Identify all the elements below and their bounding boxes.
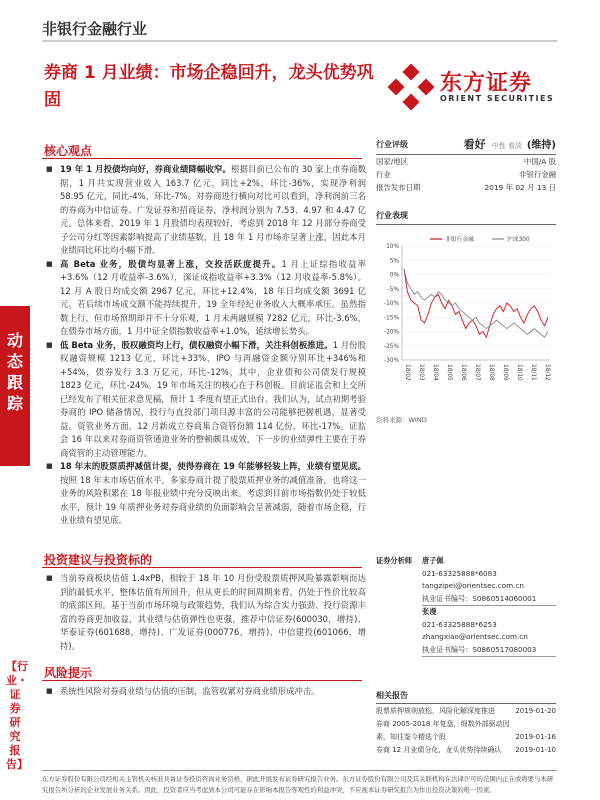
x-tick-label: 18/05 (446, 364, 452, 381)
bullet-text: 1 月份股权融资规模 1213 亿元，环比+33%，IPO 与再融资金额分别环比+346%和+54%，债券发行 3.3 万亿元，环比-12%，其中，企业债和公司债发行规模 1823 亿元，环比-24%。19 年市场关注的核心在于科创板。目前证监会和上交所已经发布了相关征求意见稿，预计 1 季度有望正式出台。我们认为，试点初期考验券商的 IPO 储备情况，投行与直投部门项目源丰富的公司能够把握机遇，显著受益。资管业务方面，12 月新成立券商集合资管份额 114 亿份，环比-17%。证监会 16 年以来对券商资管通道业务的整顿颇具成效，下一步的业绩弹性主要在于券商资管的主动管理能力。 (60, 339, 366, 458)
bullet-lead: 18 年末的股票质押减值计提，使得券商在 19 年能够轻装上阵，业绩有望见底。 (60, 461, 366, 471)
bullet-lead: 19 年 1 月投债均向好，券商业绩降幅收窄。 (60, 164, 231, 174)
bullet-item (44, 685, 366, 699)
core-rule (42, 158, 362, 159)
invest-rule (42, 567, 362, 568)
related-title[interactable]: 股票质押规则放松，风险化解深度推进 (376, 707, 495, 715)
x-tick-label: 18/10 (516, 364, 522, 381)
invest-heading: 投资建议与投资标的 (44, 553, 153, 567)
related-date: 2019-01-16 (515, 733, 556, 741)
analyst-phone: 021-63325888*6083 (422, 568, 497, 578)
brand-logo (388, 64, 558, 110)
core-bullets (44, 163, 366, 528)
performance-chart (376, 232, 556, 392)
x-tick-label: 18/03 (418, 364, 424, 381)
x-tick-label: 18/06 (460, 364, 466, 381)
report-title: 券商 1 月业绩：市场企稳回升，龙头优势巩固 (44, 63, 374, 110)
x-tick-label: 18/09 (502, 364, 508, 381)
meta-row (376, 155, 556, 168)
x-tick-label: 18/11 (530, 364, 536, 381)
core-heading: 核心观点 (44, 144, 93, 158)
bullet-item (44, 163, 366, 258)
rating-value: 看好 (463, 138, 486, 151)
rating-panel (376, 138, 556, 194)
x-tick-label: 18/07 (474, 364, 480, 381)
meta-key: 报告发布日期 (376, 183, 421, 192)
brand-mark-icon (388, 64, 434, 110)
analyst-name: 唐子佩 (422, 556, 444, 565)
y-tick-label: -30% (384, 358, 399, 364)
header-rule (42, 40, 557, 42)
related-heading: 相关报告 (376, 690, 556, 704)
chart-source: 资料来源：WIND (376, 416, 427, 424)
bullet-text: 系统性风险对券商业绩与估值的压制，监管收紧对券商业绩形成冲击。 (60, 686, 320, 696)
bullet-text: 根据目前已公布的 30 家上市券商数据，1 月共实现营业收入 163.7 亿元，同比+2%，环比-36%，实现净利润 58.95 亿元，同比-4%，环比-7%。对券商进行横向对比可以看到，净利润前三名的券商为中信证券、广发证券和招商证券，净利润分别为 7.53、4.97 和 4.47 亿元。总体来看，2019 年 1 月股债均表现较好，考虑到 2018 年 12 月部分券商受子公司分红等因素影响提高了业绩基数，且 18 年 1 月市场亦呈著上涨，因此本月业绩同比环比均小幅下滑。 (60, 164, 366, 255)
rating-value-group (464, 138, 556, 153)
analyst-license: 执业证书编号：S0860517080003 (422, 644, 556, 658)
bullet-item (44, 572, 366, 653)
related-title[interactable]: 券商 12 月业绩分化，龙头优势持续确认 (376, 746, 502, 754)
analyst-details (422, 555, 556, 657)
brand-name-en: ORIENT SECURITIES (440, 94, 555, 103)
analyst-email[interactable]: tangzipei@orientsec.com.cn (422, 581, 524, 590)
y-tick-label: 5% (389, 258, 399, 265)
meta-value: 非银行金融 (519, 170, 556, 179)
bullet-item (44, 339, 366, 461)
related-list (376, 705, 556, 757)
risk-rule (42, 680, 362, 681)
analyst-name: 张漫 (422, 607, 437, 616)
rating-options: 中性 看淡 (491, 142, 522, 150)
y-tick-label: -25% (384, 343, 399, 350)
legend-label: 非银行金融 (445, 237, 474, 243)
bullet-text: 1 月上证综指收益率+3.6%（12 月收益率-3.6%），深证成指收益率+3.3%（12 月收益率-5.8%）。12 月 A 股日均成交额 2967 亿元，环比+12.4%，18 年日均成交额 3691 亿元，若后续市场成交额不能持续提升，19 全年经纪业务收入大概率承压。虽然指数上行，但市场预期却并不十分乐观，1 月末两融规模 7282 亿元，环比-3.6%，在债券市场方面，1 月中证全债指数收益率+1.0%，延续增长势头。 (60, 258, 366, 336)
y-tick-label: -5% (387, 286, 399, 293)
analyst-license: 执业证书编号：S0860514060001 (422, 593, 556, 607)
meta-value: 2019 年 02 月 13 日 (484, 183, 556, 192)
related-title[interactable]: 券商 2005-2018 年复盘，细数外部驱动因素，知往鉴今精选个股 (376, 720, 510, 741)
x-tick-label: 18/04 (432, 364, 438, 381)
y-tick-label: -20% (384, 329, 399, 336)
legend-label: 沪深300 (507, 237, 530, 243)
y-tick-label: 0% (389, 272, 399, 279)
meta-key: 国家/地区 (376, 157, 409, 166)
analyst-email[interactable]: zhangxiao@orientsec.com.cn (422, 632, 528, 641)
related-item[interactable] (376, 705, 556, 718)
side-report-type: 【行业・证券研究报告】 (6, 660, 28, 771)
performance-heading: 行业表现 (376, 210, 556, 225)
meta-row (376, 181, 556, 194)
sector-label: 非银行金融行业 (42, 20, 148, 38)
related-date: 2019-01-20 (515, 707, 556, 715)
analyst-label: 证券分析师 (376, 556, 412, 565)
brand-name-cn: 东方证券 (440, 71, 533, 96)
analyst-phone: 021-63325888*6253 (422, 619, 497, 629)
related-date: 2019-01-10 (515, 746, 556, 754)
x-tick-label: 18/02 (404, 364, 410, 381)
rating-label: 行业评级 (376, 140, 408, 149)
risk-bullets (44, 685, 366, 699)
meta-row (376, 168, 556, 181)
related-item[interactable] (376, 744, 556, 757)
bullet-lead: 高 Beta 业务，股债均显著上涨，交投活跃度提升。 (60, 258, 282, 269)
y-tick-label: -15% (384, 315, 399, 322)
rating-row (376, 138, 556, 155)
bullet-item (44, 460, 366, 528)
invest-bullets (44, 572, 366, 653)
bullet-text: 当前券商板块估值 1.4xPB，相较于 18 年 10 月份受股票质押风险暴露影响而达到的最低水平，整体估值有所回升，但从更长的时间周期来看，仍处于性价比较高的底部区间。基于当前市场环境与政策趋势，我们认为综合实力强劲、投行资源丰富的券商更加收益，其业绩与估值弹性也更强，推荐中信证券(600030，增持)、华泰证券(601688，增持)、广发证券(000776，增持)、中信建投(601066，增持)。 (60, 573, 366, 651)
risk-heading: 风险提示 (44, 666, 93, 680)
y-tick-label: 10% (386, 244, 399, 250)
related-item[interactable] (376, 718, 556, 744)
bullet-text: 按照 18 年末市场估值水平，多家券商计提了股票质押业务的减值准备，也将这一业务的风险积累在 18 年报业绩中充分反映出来。考虑到目前市场指数仍处于较低水平，预计 19 年质押业务对券商业绩的负面影响会呈著减弱，随着市场企稳，行业业绩有望见底。 (60, 474, 366, 525)
bullet-item (44, 258, 366, 339)
meta-key: 行业 (376, 170, 391, 179)
footer-disclaimer: 东方证券股份有限公司经相关主管机关核准具备证券投资咨询业务资格，据此开展发布证券研究报告业务。东方证券股份有限公司及其关联机构在法律许可的范围内正在或将要与本研究报告所分析的企业发展业务关系。因此，投资者应当考虑到本公司可能存在影响本报告客观性的利益冲突，不应视本证券研究报告为作出投资决策的唯一因素。 (42, 770, 557, 796)
bullet-lead: 低 Beta 业务，股权融资均上行，债权融资小幅下滑，关注科创板推进。 (60, 339, 333, 350)
side-tag: 动态跟踪 (6, 331, 23, 413)
x-tick-label: 18/12 (544, 364, 550, 381)
x-tick-label: 18/08 (488, 364, 494, 381)
meta-value: 中国/A 股 (523, 157, 556, 166)
rating-status: (维持) (526, 140, 556, 151)
y-tick-label: -10% (384, 301, 399, 307)
